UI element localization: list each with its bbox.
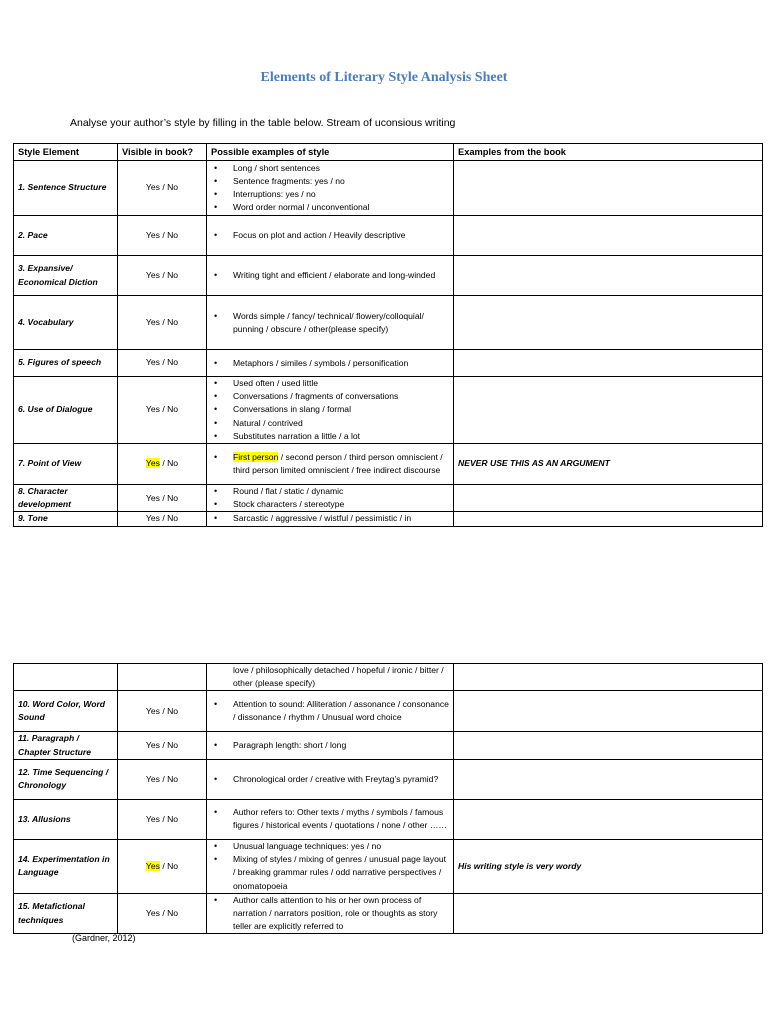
visible-in-book-cell[interactable]: Yes / No [118,512,207,526]
possible-examples-cell [207,893,454,934]
list-item: • Long / short sentences [211,162,449,175]
list-item: • Paragraph length: short / long [211,739,449,752]
list-item: • Writing tight and efficient / elaborate and long-winded [211,269,449,282]
examples-from-book-cell[interactable] [454,799,763,839]
examples-from-book-cell[interactable] [454,296,763,350]
style-element-cell: 9. Tone [14,512,118,526]
possible-examples-cell [207,216,454,256]
list-item: • Author refers to: Other texts / myths / symbols / famous figures / historical events / quotations / none / other …… [211,806,449,832]
visible-in-book-cell[interactable]: Yes / No [118,350,207,377]
list-item: • Mixing of styles / mixing of genres / unusual page layout / breaking grammar rules / odd narrative perspectives / onomatopoeia [211,853,449,893]
examples-from-book-cell[interactable] [454,759,763,799]
examples-from-book-cell[interactable] [454,691,763,732]
header-possible-examples: Possible examples of style [207,144,454,161]
no-option: / No [159,860,179,871]
style-element-cell: 10. Word Color, Word Sound [14,691,118,732]
table-row [14,799,763,839]
possible-examples-cell [207,839,454,893]
visible-in-book-cell[interactable]: Yes / No [118,759,207,799]
visible-in-book-cell[interactable]: Yes / No [118,216,207,256]
list-item: • Chronological order / creative with Freytag’s pyramid? [211,773,449,786]
style-analysis-table [13,143,763,527]
table-row [14,161,763,216]
citation-text: (Gardner, 2012) [72,933,136,943]
possible-examples-cell [207,161,454,216]
list-item: • Used often / used little [211,377,449,390]
table-row [14,444,763,485]
highlighted-yes: Yes [145,860,160,871]
style-element-cell: 1. Sentence Structure [14,161,118,216]
list-item: • Substitutes narration a little / a lot [211,430,449,443]
visible-in-book-cell[interactable]: Yes / No [118,732,207,759]
instructions-text: Analyse your author’s style by filling in the table below. Stream of uconsious writing [70,117,456,129]
style-element-cell: 15. Metafictional techniques [14,893,118,934]
table-row [14,256,763,296]
possible-examples-cell [207,732,454,759]
examples-from-book-cell[interactable] [454,664,763,691]
examples-from-book-cell[interactable]: NEVER USE THIS AS AN ARGUMENT [454,444,763,485]
style-element-cell: 13. Allusions [14,799,118,839]
table-row [14,216,763,256]
examples-from-book-cell[interactable]: His writing style is very wordy [454,839,763,893]
list-item: • Sarcastic / aggressive / wistful / pessimistic / in [211,512,449,525]
list-item: • Unusual language techniques: yes / no [211,840,449,853]
possible-examples-cell [207,350,454,377]
style-element-cell: 7. Point of View [14,444,118,485]
list-item: • Round / flat / static / dynamic [211,485,449,498]
examples-from-book-cell[interactable] [454,893,763,934]
table-row [14,512,763,526]
table-row [14,664,763,691]
style-element-cell: 14. Experimentation in Language [14,839,118,893]
style-element-cell: 6. Use of Dialogue [14,377,118,444]
style-element-cell: 11. Paragraph / Chapter Structure [14,732,118,759]
header-visible-in-book: Visible in book? [118,144,207,161]
style-element-cell [14,664,118,691]
table-row [14,759,763,799]
point-of-view-options: / second person / third person omniscient / third person limited omniscient / free indirect discourse [233,451,443,476]
list-item: • Word order normal / unconventional [211,201,449,214]
examples-from-book-cell[interactable] [454,256,763,296]
list-item: • Natural / contrived [211,417,449,430]
visible-in-book-cell[interactable]: Yes / No [118,256,207,296]
table-row [14,377,763,444]
examples-from-book-cell[interactable] [454,161,763,216]
style-analysis-table-continued [13,663,763,934]
possible-examples-cell [207,691,454,732]
possible-examples-cell [207,799,454,839]
highlighted-yes: Yes [145,458,160,469]
style-element-cell: 4. Vocabulary [14,296,118,350]
list-item: • Interruptions: yes / no [211,188,449,201]
list-item: • Author calls attention to his or her own process of narration / narrators position, role or thoughts as story teller are explicitly referred to [211,894,449,934]
examples-from-book-cell[interactable] [454,732,763,759]
list-item [211,451,449,477]
visible-in-book-cell[interactable]: Yes / No [118,893,207,934]
examples-from-book-cell[interactable] [454,512,763,526]
header-style-element: Style Element [14,144,118,161]
possible-examples-cell [207,256,454,296]
table-row [14,732,763,759]
header-examples-from-book: Examples from the book [454,144,763,161]
examples-from-book-cell[interactable] [454,377,763,444]
table-row [14,839,763,893]
possible-examples-cell [207,377,454,444]
list-item: • Attention to sound: Alliteration / assonance / consonance / dissonance / rhythm / Unusual word choice [211,698,449,724]
examples-from-book-cell[interactable] [454,350,763,377]
table-row [14,350,763,377]
style-element-cell: 12. Time Sequencing / Chronology [14,759,118,799]
list-item: • Stock characters / stereotype [211,498,449,511]
page-title: Elements of Literary Style Analysis Sheet [260,70,508,85]
possible-examples-cell [207,664,454,691]
table-row [14,485,763,512]
visible-in-book-cell[interactable]: Yes / No [118,377,207,444]
examples-from-book-cell[interactable] [454,216,763,256]
list-item: • Conversations in slang / formal [211,403,449,416]
possible-examples-cell [207,444,454,485]
highlighted-first-person: First person [233,451,279,462]
visible-in-book-cell[interactable]: Yes / No [118,691,207,732]
table-row [14,691,763,732]
examples-from-book-cell[interactable] [454,485,763,512]
visible-in-book-cell[interactable]: Yes / No [118,161,207,216]
list-item-continuation: love / philosophically detached / hopeful / ironic / bitter / other (please specify) [233,665,444,689]
visible-in-book-cell[interactable]: Yes / No [118,485,207,512]
list-item: • Words simple / fancy/ technical/ flowery/colloquial/ punning / obscure / other(please specify) [211,310,449,336]
visible-in-book-cell[interactable] [118,444,207,485]
possible-examples-cell [207,485,454,512]
style-element-cell: 3. Expansive/ Economical Diction [14,256,118,296]
list-item: • Metaphors / similes / symbols / personification [211,357,449,370]
table-header-row [14,144,763,161]
style-element-cell: 2. Pace [14,216,118,256]
no-option: / No [159,458,179,469]
possible-examples-cell [207,512,454,526]
possible-examples-cell [207,296,454,350]
table-row [14,296,763,350]
style-element-cell: 5. Figures of speech [14,350,118,377]
table-row [14,893,763,934]
visible-in-book-cell[interactable]: Yes / No [118,799,207,839]
possible-examples-cell [207,759,454,799]
style-element-cell: 8. Character development [14,485,118,512]
list-item: • Sentence fragments: yes / no [211,175,449,188]
visible-in-book-cell[interactable]: Yes / No [118,296,207,350]
list-item: • Conversations / fragments of conversations [211,390,449,403]
list-item: • Focus on plot and action / Heavily descriptive [211,229,449,242]
visible-in-book-cell[interactable] [118,664,207,691]
visible-in-book-cell[interactable] [118,839,207,893]
